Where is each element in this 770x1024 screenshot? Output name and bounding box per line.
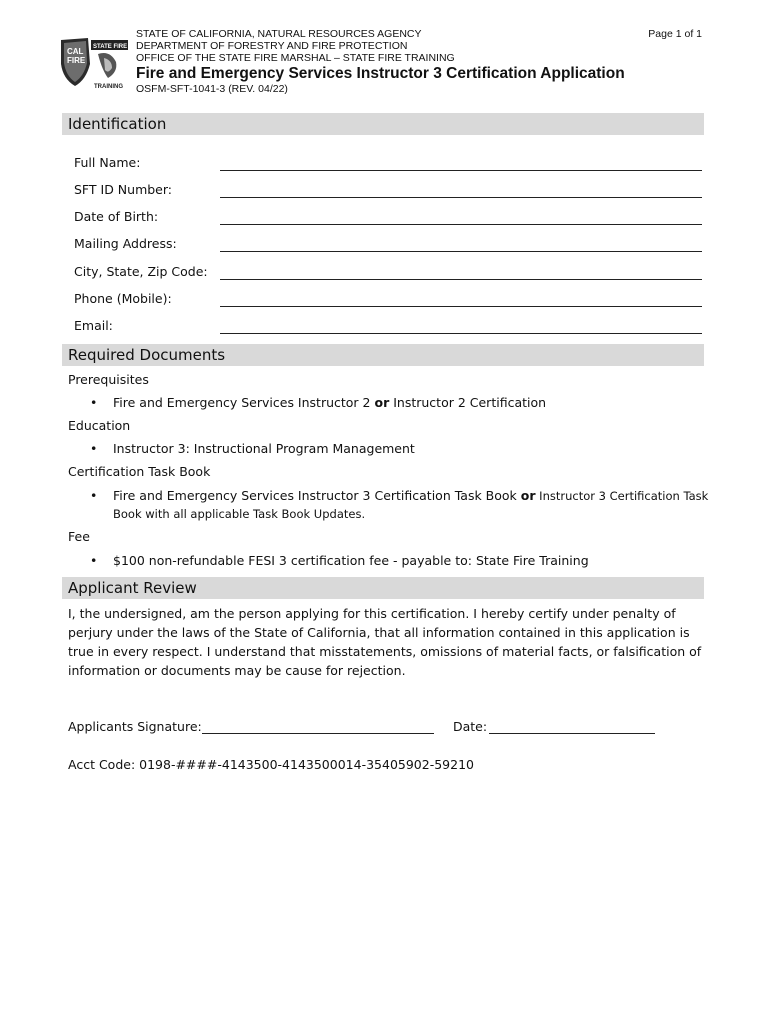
form-title: Fire and Emergency Services Instructor 3 Certification Application: [136, 65, 625, 82]
prerequisites-heading: Prerequisites: [68, 372, 149, 387]
certification-statement: I, the undersigned, am the person applying for this certification. I hereby certify under penalty of perjury under the laws of the State of California, that all information contained in this application is true in every respect. I understand that misstatements, omissions of material facts, or falsification of information or documents may be cause for rejection.: [68, 606, 702, 678]
date-field[interactable]: [489, 733, 655, 734]
bullet-fee: •: [90, 553, 98, 568]
signature-label: Applicants Signature:: [68, 719, 202, 734]
task-book-item-line2: Book with all applicable Task Book Updates.: [113, 507, 366, 521]
bullet-education: •: [90, 441, 98, 456]
task-book-item-part1: Fire and Emergency Services Instructor 3 Certification Task Book: [113, 488, 521, 503]
logo-training-text: TRAINING: [94, 84, 123, 90]
fee-item: $100 non-refundable FESI 3 certification fee - payable to: State Fire Training: [113, 553, 589, 568]
full-name-label: Full Name:: [74, 155, 141, 170]
agency-line-3: OFFICE OF THE STATE FIRE MARSHAL – STATE FIRE TRAINING: [136, 52, 455, 64]
sft-id-label: SFT ID Number:: [74, 182, 173, 197]
logo-cal-text: CAL: [67, 47, 84, 56]
bullet-prerequisites: •: [90, 395, 98, 410]
page-number: Page 1 of 1: [648, 28, 702, 40]
prerequisites-item-part2: Instructor 2 Certification: [389, 395, 547, 410]
mailing-address-label: Mailing Address:: [74, 236, 177, 251]
city-state-zip-label: City, State, Zip Code:: [74, 264, 208, 279]
phone-mobile-label: Phone (Mobile):: [74, 291, 172, 306]
mailing-address-field[interactable]: [220, 251, 702, 252]
identification-heading: Identification: [68, 115, 167, 133]
task-book-item-part2: Instructor 3 Certification Task: [535, 489, 709, 503]
sft-id-field[interactable]: [220, 197, 702, 198]
phone-mobile-field[interactable]: [220, 306, 702, 307]
logo-fire-text: FIRE: [67, 56, 86, 65]
fee-heading: Fee: [68, 529, 90, 544]
prerequisites-item-part1: Fire and Emergency Services Instructor 2: [113, 395, 375, 410]
agency-block: [136, 28, 455, 64]
required-documents-heading: Required Documents: [68, 346, 226, 364]
prerequisites-item-or: or: [374, 395, 390, 410]
bullet-task-book: •: [90, 488, 98, 503]
cal-fire-logo-icon: [58, 34, 130, 90]
signature-field[interactable]: [202, 733, 434, 734]
date-of-birth-label: Date of Birth:: [74, 209, 159, 224]
task-book-item-or: or: [520, 488, 536, 503]
acct-code: Acct Code: 0198-####-4143500-4143500014-35405902-59210: [68, 757, 474, 772]
agency-line-1: STATE OF CALIFORNIA, NATURAL RESOURCES AGENCY: [136, 28, 422, 40]
email-field[interactable]: [220, 333, 702, 334]
task-book-item: [113, 488, 708, 503]
agency-line-2: DEPARTMENT OF FORESTRY AND FIRE PROTECTION: [136, 40, 408, 52]
logo-state-fire-text: STATE FIRE: [93, 44, 128, 50]
education-item: Instructor 3: Instructional Program Management: [113, 441, 415, 456]
applicant-review-heading: Applicant Review: [68, 579, 197, 597]
city-state-zip-field[interactable]: [220, 279, 702, 280]
email-label: Email:: [74, 318, 113, 333]
full-name-field[interactable]: [220, 170, 702, 171]
date-of-birth-field[interactable]: [220, 224, 702, 225]
form-number: OSFM-SFT-1041-3 (REV. 04/22): [136, 83, 288, 95]
required-documents-section-header: [62, 344, 704, 366]
education-heading: Education: [68, 418, 131, 433]
task-book-heading: Certification Task Book: [68, 464, 211, 479]
identification-section-header: [62, 113, 704, 135]
applicant-review-section-header: [62, 577, 704, 599]
date-label: Date:: [453, 719, 488, 734]
prerequisites-item: [113, 395, 546, 410]
